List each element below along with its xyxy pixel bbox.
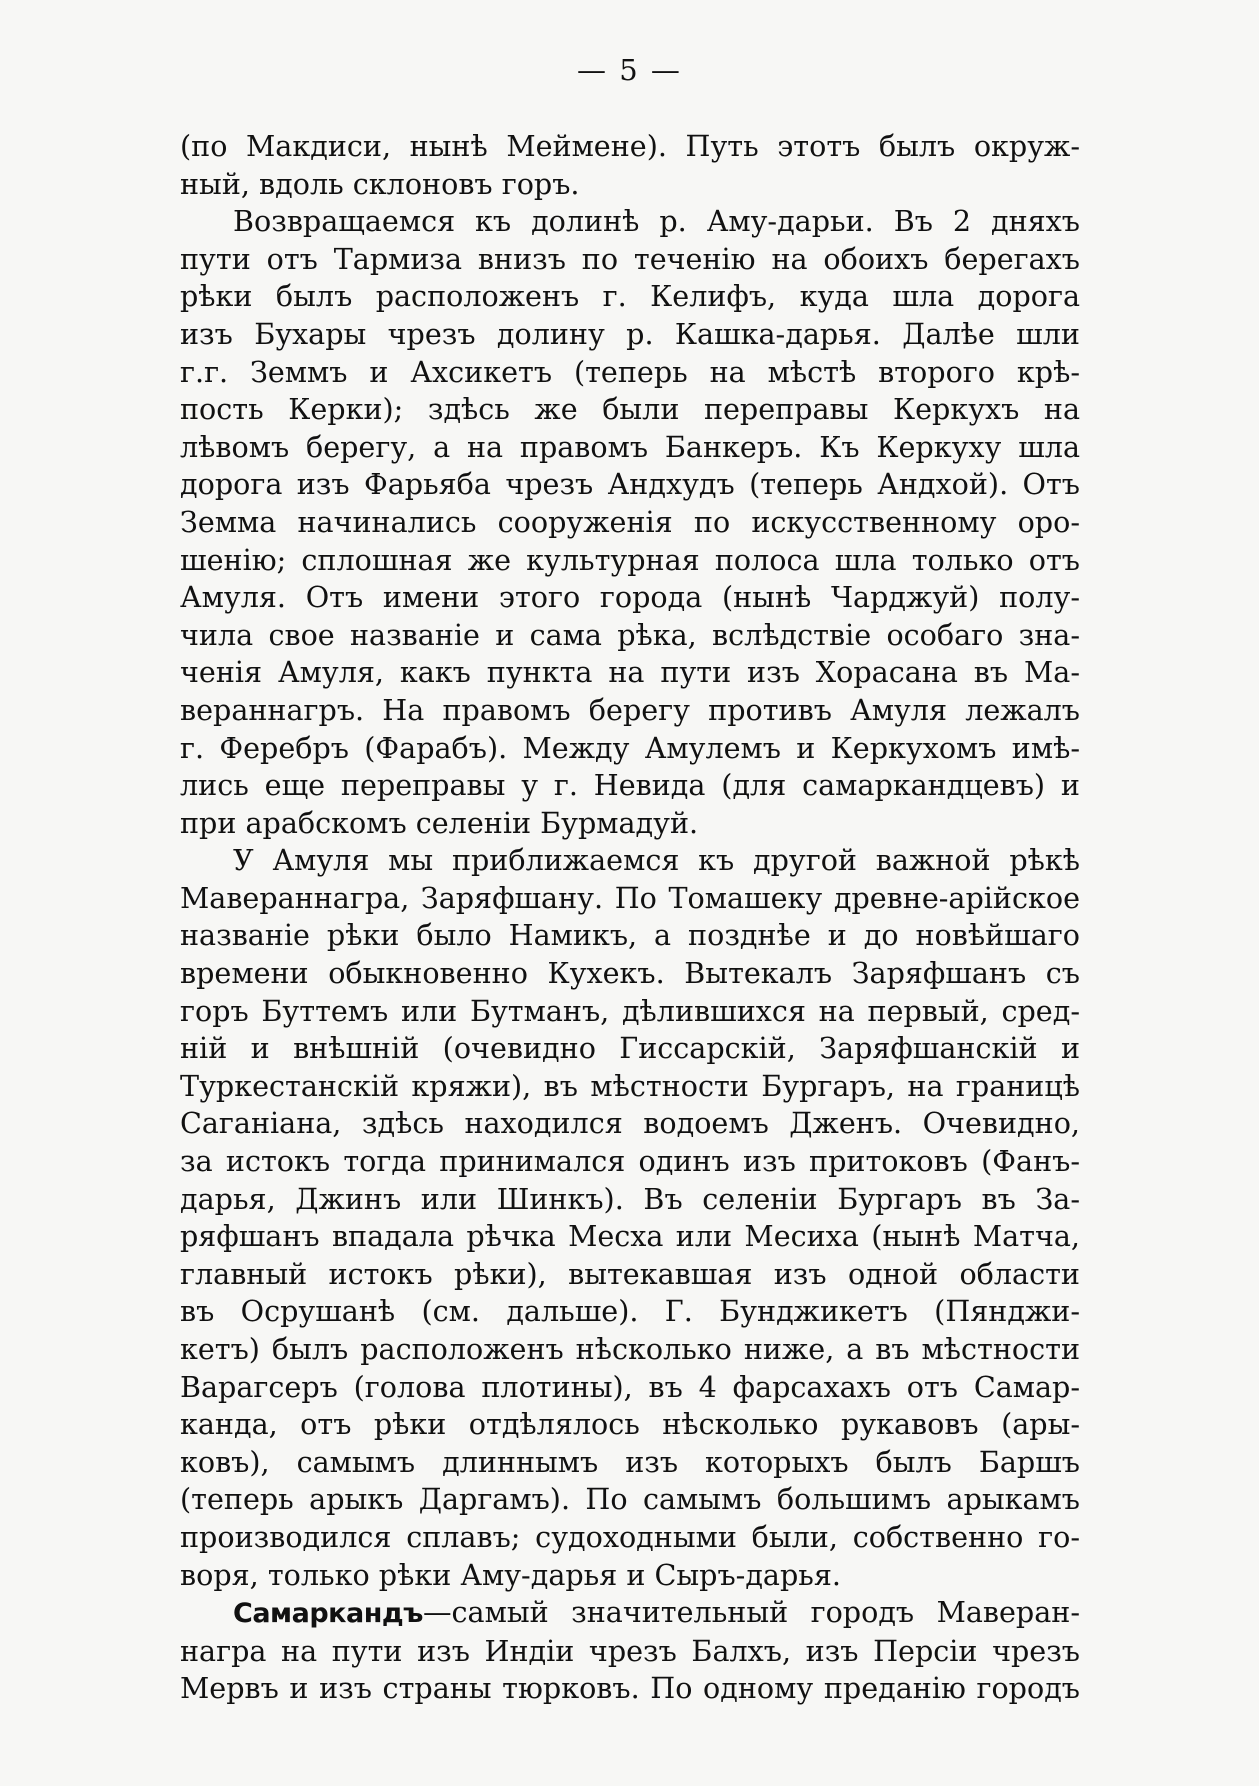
text-line: пость Керки); здѣсь же были переправы Керкухъ на [180, 392, 1080, 427]
text-line: пути отъ Тармиза внизъ по теченію на обоихъ берегахъ [180, 241, 1080, 276]
page-number: — 5 — [577, 53, 682, 87]
text-line: ній и внѣшній (очевидно Гиссарскій, Заряфшанскій и [180, 1031, 1080, 1066]
text-line: за истокъ тогда принимался одинъ изъ притоковъ (Фанъ- [180, 1144, 1080, 1179]
text-line: (по Макдиси, нынѣ Меймене). Путь этотъ былъ окруж- [180, 129, 1080, 163]
text-line: г.г. Земмъ и Ахсикетъ (теперь на мѣстѣ второго крѣ- [180, 354, 1080, 389]
text-line: ряфшанъ впадала рѣчка Месха или Месиха (нынѣ Матча, [180, 1219, 1080, 1254]
text-line: ченія Амуля, какъ пункта на пути изъ Хорасана въ Ма- [180, 655, 1080, 690]
text-line: рѣки былъ расположенъ г. Келифъ, куда шла дорога [180, 279, 1080, 314]
text-line: ный, вдоль склоновъ горъ. [180, 166, 580, 201]
text-line: Варагсеръ (голова плотины), въ 4 фарсахахъ отъ Самар- [180, 1369, 1080, 1404]
paragraph [180, 128, 1080, 203]
text-line: дорога изъ Фарьяба чрезъ Андхудъ (теперь Андхой). Отъ [180, 467, 1080, 502]
text-line: въ Осрушанѣ (см. дальше). Г. Бунджикетъ (Пянджи- [180, 1294, 1080, 1329]
text-line: кетъ) былъ расположенъ нѣсколько ниже, а въ мѣстности [180, 1332, 1080, 1366]
text-line: Амуля. Отъ имени этого города (нынѣ Чарджуй) полу- [180, 580, 1080, 615]
text-line: при арабскомъ селеніи Бурмадуй. [180, 805, 699, 840]
text-line: Мавераннагра, Заряфшану. По Томашеку древне-арійское [180, 880, 1080, 915]
text-line: У Амуля мы приближаемся къ другой важной рѣкѣ [233, 843, 1080, 878]
text-line: г. Феребръ (Фарабъ). Между Амулемъ и Керкухомъ имѣ- [180, 730, 1080, 765]
text-line: вераннагръ. На правомъ берегу противъ Амуля лежалъ [180, 692, 1080, 727]
text-fragment: —самый значительный городъ Мaверан- [422, 1595, 1080, 1630]
text-line: воря, только рѣки Аму-дарья и Сыръ-дарья. [180, 1557, 841, 1592]
body-text [180, 128, 1080, 1708]
text-line: Туркестанскій кряжи), въ мѣстности Бургаръ, на границѣ [180, 1068, 1080, 1103]
text-line: лѣвомъ берегу, а на правомъ Банкеръ. Къ Керкуху шла [180, 429, 1080, 464]
text-line: Земма начинались сооруженія по искусственному оро- [180, 504, 1080, 539]
text-line: производился сплавъ; судоходными были, собственно го- [180, 1519, 1080, 1554]
text-line: шенію; сплошная же культурная полоса шла только отъ [180, 542, 1080, 577]
text-line [180, 1594, 1080, 1633]
section-term: Самаркандъ [233, 1598, 423, 1630]
text-line: времени обыкновенно Кухекъ. Вытекалъ Заряфшанъ съ [180, 956, 1080, 991]
paragraph [180, 842, 1080, 1594]
text-line: Возвращаемся къ долинѣ р. Аму-дарьи. Въ 2 дняхъ [233, 204, 1080, 239]
text-line: лись еще переправы у г. Невида (для самаркандцевъ) и [180, 768, 1080, 803]
text-line: Мервъ и изъ страны тюрковъ. По одному преданію городъ [180, 1671, 1080, 1706]
text-line: чила свое названіе и сама рѣка, вслѣдствіе особаго зна- [180, 617, 1080, 652]
text-line: канда, отъ рѣки отдѣлялось нѣсколько рукавовъ (ары- [180, 1407, 1080, 1442]
paragraph [180, 203, 1080, 842]
text-line: Саганіана, здѣсь находился водоемъ Дженъ. Очевидно, [180, 1106, 1080, 1141]
text-line: названіе рѣки было Намикъ, а позднѣе и до новѣйшаго [180, 918, 1080, 953]
text-line: дарья, Джинъ или Шинкъ). Въ селеніи Бургаръ въ За- [180, 1181, 1080, 1216]
text-line: ковъ), самымъ длиннымъ изъ которыхъ былъ Баршъ [180, 1444, 1080, 1479]
text-line: главный истокъ рѣки), вытекавшая изъ одной области [180, 1256, 1080, 1291]
text-line: изъ Бухары чрезъ долину р. Кашка-дарья. Далѣе шли [180, 316, 1080, 351]
text-line: (теперь арыкъ Даргамъ). По самымъ большимъ арыкамъ [180, 1482, 1080, 1517]
paragraph [180, 1594, 1080, 1708]
text-line: горъ Буттемъ или Бутманъ, дѣлившихся на первый, сред- [180, 993, 1080, 1028]
text-line: награ на пути изъ Индіи чрезъ Балхъ, изъ Персіи чрезъ [180, 1633, 1080, 1668]
